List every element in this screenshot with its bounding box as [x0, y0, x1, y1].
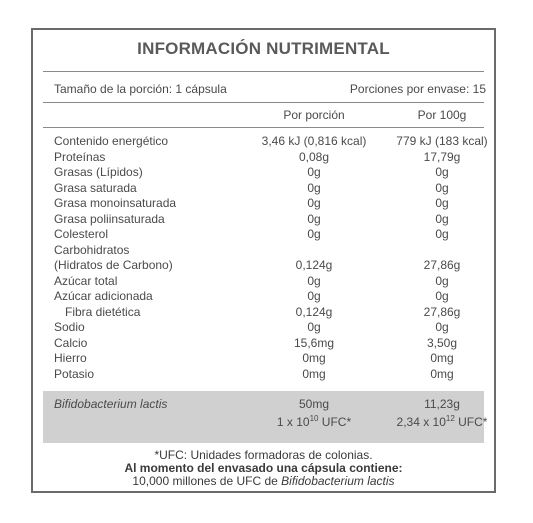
- nutrient-value-per-100g: 0g: [435, 273, 449, 288]
- nutrient-label: Fibra dietética: [65, 304, 141, 319]
- divider-top: [43, 71, 484, 72]
- nutrient-label: Grasa saturada: [54, 180, 137, 195]
- nutrient-label: Azúcar total: [54, 273, 118, 288]
- nutrient-value-per-100g: 0g: [435, 180, 449, 195]
- nutrient-label: Azúcar adicionada: [54, 289, 153, 303]
- divider-header: [43, 127, 484, 128]
- nutrient-value-per-100g: 0g: [435, 289, 449, 303]
- bifido-mass-per-100g: 11,23g: [424, 397, 460, 411]
- nutrient-value-per-100g: 27,86g: [423, 304, 461, 319]
- nutrient-value-per-serving: 0g: [307, 211, 321, 226]
- nutrient-value-per-serving: 0g: [307, 196, 321, 210]
- footnote-ufc: *UFC: Unidades formadoras de colonias.: [154, 448, 373, 462]
- bifido-ufc-per-serving: [239, 415, 389, 430]
- nutrient-value-per-serving: 0g: [307, 180, 321, 195]
- nutrient-label: Colesterol: [54, 227, 109, 241]
- nutrient-value-per-100g: 3,50g: [426, 335, 458, 350]
- nutrient-value-per-serving: 0g: [307, 320, 321, 334]
- ufc-exponent: 10: [309, 414, 319, 423]
- nutrient-label: Calcio: [54, 335, 88, 350]
- bifido-label: Bifidobacterium lactis: [54, 397, 168, 411]
- nutrient-label: Hierro: [54, 351, 87, 365]
- servings-per-container: Porciones por envase: 15: [349, 82, 486, 96]
- bifido-mass-per-serving: 50mg: [298, 397, 330, 411]
- nutrient-label: (Hidratos de Carbono): [54, 258, 173, 272]
- nutrient-value-per-serving: 0g: [307, 227, 321, 241]
- nutrient-value-per-100g: 0g: [435, 211, 449, 226]
- nutrient-value-per-serving: 0,124g: [295, 304, 333, 319]
- nutrient-label: Grasa monoinsaturada: [54, 196, 177, 210]
- nutrient-value-per-100g: 17,79g: [423, 149, 461, 164]
- serving-size: Tamaño de la porción: 1 cápsula: [54, 82, 227, 96]
- ufc-suffix: UFC*: [454, 415, 488, 429]
- nutrient-value-per-100g: 0g: [435, 196, 449, 210]
- column-header-per-100g: Por 100g: [417, 108, 467, 122]
- footnote-bold: Al momento del envasado una cápsula contiene:: [124, 461, 403, 475]
- footnote-count-species: Bifidobacterium lactis: [281, 474, 395, 488]
- nutrient-value-per-100g: 779 kJ (183 kcal): [396, 134, 488, 148]
- nutrient-value-per-100g: 0g: [435, 320, 449, 334]
- nutrient-value-per-100g: 0mg: [430, 366, 454, 381]
- nutrition-facts-panel: [31, 28, 496, 493]
- nutrient-label: Potasio: [54, 366, 95, 381]
- nutrient-label: Contenido energético: [54, 134, 169, 148]
- ufc-suffix: UFC*: [318, 415, 352, 429]
- nutrient-value-per-100g: 27,86g: [423, 258, 461, 272]
- nutrient-value-per-serving: 15,6mg: [293, 335, 335, 350]
- nutrient-label: Carbohidratos: [54, 242, 130, 257]
- ufc-base: 2,34 x 10: [396, 415, 446, 429]
- nutrient-value-per-serving: 0mg: [302, 351, 326, 365]
- ufc-exponent: 12: [445, 414, 455, 423]
- nutrient-value-per-serving: 0g: [307, 289, 321, 303]
- nutrient-label: Sodio: [54, 320, 85, 334]
- nutrient-label: Grasas (Lípidos): [54, 165, 143, 179]
- nutrient-value-per-100g: 0mg: [430, 351, 454, 365]
- nutrient-value-per-serving: 0g: [307, 165, 321, 179]
- nutrient-value-per-100g: 0g: [435, 227, 449, 241]
- nutrient-label: Grasa poliinsaturada: [54, 211, 165, 226]
- nutrient-value-per-serving: 0,08g: [298, 149, 330, 164]
- footnote-count-text: 10,000 millones de UFC de: [132, 474, 282, 488]
- nutrient-value-per-serving: 0mg: [302, 366, 326, 381]
- bifido-ufc-per-100g: [372, 415, 512, 430]
- column-header-per-serving: Por porción: [283, 108, 345, 122]
- nutrient-label: Proteínas: [54, 149, 106, 164]
- footnote-count: [33, 474, 494, 488]
- panel-title: INFORMACIÓN NUTRIMENTAL: [137, 39, 390, 58]
- ufc-base: 1 x 10: [276, 415, 310, 429]
- nutrient-value-per-serving: 3,46 kJ (0,816 kcal): [261, 134, 367, 148]
- nutrient-value-per-serving: 0,124g: [295, 258, 333, 272]
- nutrient-value-per-100g: 0g: [435, 165, 449, 179]
- nutrient-value-per-serving: 0g: [307, 273, 321, 288]
- divider-serving: [43, 102, 484, 103]
